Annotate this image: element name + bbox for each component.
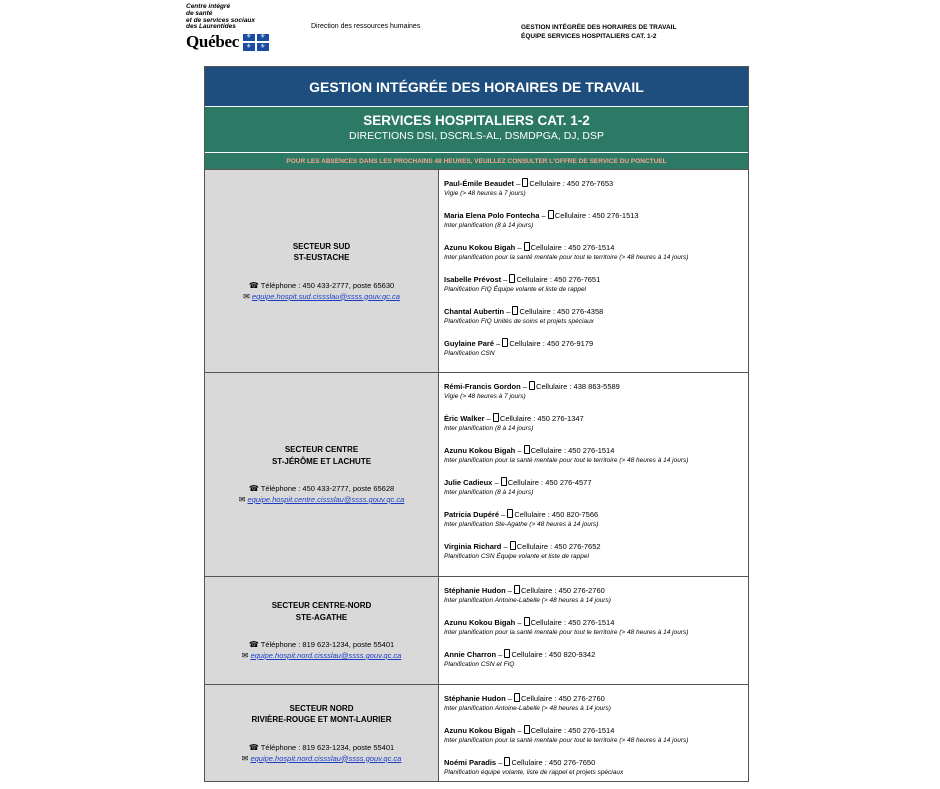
direction-label: Direction des ressources humaines [311, 23, 421, 30]
schedule-table [204, 66, 749, 782]
contact-cell: Cellulaire : 450 276-7652 [516, 542, 601, 551]
contact-name: Virginia Richard [444, 542, 502, 551]
contact-role: Inter planification pour la santé mentale pour tout le territoire (> 48 heures à 14 jours) [444, 457, 689, 464]
contact-item [444, 541, 748, 573]
sector-info [205, 170, 439, 372]
contact-item [444, 509, 748, 541]
sector-email-link[interactable]: equipe.hospit.nord.cissslau@ssss.gouv.qc.ca [250, 753, 402, 763]
contact-name: Azunu Kokou Bigah [444, 618, 516, 627]
contact-cell: Cellulaire : 450 820-9342 [511, 650, 596, 659]
contact-name: Maria Elena Polo Fontecha [444, 211, 540, 220]
contact-line: Rémi-Francis Gordon – Cellulaire : 438 863-5589 [444, 382, 620, 391]
cellphone-icon [507, 509, 513, 518]
banner-notice: POUR LES ABSENCES DANS LES PROCHAINS 48 HEURES, VEUILLEZ CONSULTER L'OFFRE DE SERVICE DU PONCTUEL [205, 153, 748, 169]
contact-name: Patricia Dupéré [444, 510, 500, 519]
contact-line: Azunu Kokou Bigah – Cellulaire : 450 276-1514 [444, 726, 615, 735]
contact-role: Inter planification pour la santé mentale pour tout le territoire (> 48 heures à 14 jours) [444, 737, 689, 744]
header-right-line: ÉQUIPE SERVICES HOSPITALIERS CAT. 1-2 [521, 33, 657, 40]
quebec-flag-icon: ⚜ ⚜ ⚜ ⚜ [243, 34, 269, 51]
contact-role: Inter planification Antoine-Labelle (> 48 heures à 14 jours) [444, 705, 611, 712]
contact-line: Chantal Aubertin – Cellulaire : 450 276-4358 [444, 307, 604, 316]
contact-line: Stéphanie Hudon – Cellulaire : 450 276-2760 [444, 694, 605, 703]
contact-item [444, 274, 748, 306]
sector-row [205, 576, 748, 684]
sector-row [205, 169, 748, 372]
contact-role: Planification FIQ Unités de soins et projets spéciaux [444, 318, 594, 325]
contact-role: Vigie (> 48 heures à 7 jours) [444, 393, 526, 400]
contact-role: Inter planification (8 à 14 jours) [444, 425, 534, 432]
banner-subtitle: SERVICES HOSPITALIERS CAT. 1-2 [363, 113, 590, 128]
contact-cell: Cellulaire : 450 276-1347 [499, 414, 584, 423]
sector-info [205, 373, 439, 576]
sector-contacts [439, 170, 748, 372]
organization-logo [186, 4, 304, 52]
header-right-line: GESTION INTÉGRÉE DES HORAIRES DE TRAVAIL [521, 24, 677, 31]
telephone-icon: ☎ [248, 742, 259, 752]
contact-item [444, 693, 748, 725]
envelope-icon: ✉ [238, 495, 246, 504]
contact-role: Planification équipe volante, liste de rappel et projets spéciaux [444, 769, 624, 776]
envelope-icon: ✉ [241, 753, 249, 763]
telephone-icon: ☎ [248, 640, 259, 649]
contact-item [444, 210, 748, 242]
quebec-text: Québec [186, 32, 239, 52]
sector-email [239, 494, 405, 505]
contact-name: Isabelle Prévost [444, 275, 502, 284]
contact-role: Planification CSN [444, 350, 495, 357]
org-line: Centre intégré [186, 3, 231, 10]
contact-name: Éric Walker [444, 414, 485, 423]
cellphone-icon [548, 210, 554, 219]
contact-cell: Cellulaire : 450 276-1514 [530, 243, 615, 252]
sector-phone [249, 742, 394, 753]
sector-phone-text: Téléphone : 819 623-1234, poste 55401 [260, 742, 395, 752]
sector-name: SECTEUR NORD [289, 703, 354, 713]
sector-name: SECTEUR SUD [292, 241, 351, 251]
contact-line: Paul-Émile Beaudet – Cellulaire : 450 276-7653 [444, 179, 614, 188]
contact-name: Stéphanie Hudon [444, 586, 506, 595]
sector-phone [249, 280, 394, 291]
sector-email [243, 291, 400, 302]
contact-cell: Cellulaire : 450 276-9179 [509, 339, 594, 348]
sector-phone [249, 483, 394, 494]
contact-role: Inter planification pour la santé mentale pour tout le territoire (> 48 heures à 14 jours) [444, 629, 689, 636]
sector-contacts [439, 577, 748, 684]
cellphone-icon [493, 413, 499, 422]
cellphone-icon [514, 693, 520, 702]
contact-cell: Cellulaire : 450 276-1514 [530, 618, 615, 627]
contact-name: Julie Cadieux [444, 478, 493, 487]
sector-email-link[interactable]: equipe.hospit.nord.cissslau@ssss.gouv.qc.ca [250, 651, 402, 660]
telephone-icon: ☎ [248, 280, 259, 290]
contact-item [444, 178, 748, 210]
sector-location: STE-AGATHE [295, 612, 348, 622]
cellphone-icon [524, 725, 530, 734]
contact-item [444, 242, 748, 274]
contact-cell: Cellulaire : 450 276-1514 [530, 446, 615, 455]
contact-line: Virginia Richard – Cellulaire : 450 276-7652 [444, 542, 601, 551]
org-line: de santé [186, 9, 213, 17]
contact-line: Azunu Kokou Bigah – Cellulaire : 450 276-1514 [444, 243, 615, 252]
cellphone-icon [524, 445, 530, 454]
cellphone-icon [504, 757, 510, 766]
contact-cell: Cellulaire : 450 820-7566 [514, 510, 599, 519]
cellphone-icon [524, 242, 530, 251]
contact-name: Stéphanie Hudon [444, 694, 506, 703]
contact-line: Noémi Paradis – Cellulaire : 450 276-7650 [444, 758, 596, 767]
sector-email-link[interactable]: equipe.hospit.centre.cissslau@ssss.gouv.qc.ca [247, 495, 405, 504]
banner-subtitle-block [205, 107, 748, 153]
sector-phone-text: Téléphone : 450 433-2777, poste 65630 [260, 280, 395, 290]
sector-phone-text: Téléphone : 819 623-1234, poste 55401 [260, 640, 395, 649]
contact-role: Inter planification (8 à 14 jours) [444, 489, 534, 496]
contact-name: Guylaine Paré [444, 339, 495, 348]
contact-cell: Cellulaire : 438 863-5589 [536, 382, 620, 391]
contact-role: Inter planification pour la santé mentale pour tout le territoire (> 48 heures à 14 jours) [444, 254, 689, 261]
sector-email [242, 650, 402, 661]
header-right-title [521, 23, 676, 41]
contact-item [444, 306, 748, 338]
contact-line: Annie Charron – Cellulaire : 450 820-9342 [444, 650, 596, 659]
cellphone-icon [504, 649, 510, 658]
contact-line: Éric Walker – Cellulaire : 450 276-1347 [444, 414, 584, 423]
cellphone-icon [522, 178, 528, 187]
sector-contacts [439, 685, 748, 781]
sector-name: SECTEUR CENTRE [284, 445, 359, 454]
sector-location: ST-EUSTACHE [293, 253, 350, 262]
sector-contacts [439, 373, 748, 576]
contact-role: Inter planification Ste-Agathe (> 48 heures à 14 jours) [444, 521, 599, 528]
contact-name: Azunu Kokou Bigah [444, 446, 516, 455]
contact-name: Annie Charron [444, 650, 497, 659]
cellphone-icon [524, 617, 530, 626]
telephone-icon: ☎ [248, 484, 259, 493]
contact-cell: Cellulaire : 450 276-1513 [554, 211, 639, 220]
contact-line: Isabelle Prévost – Cellulaire : 450 276-7651 [444, 275, 601, 284]
contact-cell: Cellulaire : 450 276-7651 [516, 275, 601, 284]
contact-line: Stéphanie Hudon – Cellulaire : 450 276-2760 [444, 586, 605, 595]
sector-row [205, 372, 748, 576]
contact-role: Planification FIQ Équipe volante et liste de rappel [444, 286, 587, 293]
contact-item [444, 338, 748, 370]
contact-item [444, 413, 748, 445]
sector-phone-text: Téléphone : 450 433-2777, poste 65628 [260, 484, 395, 493]
contact-role: Planification CSN Équipe volante et liste de rappel [444, 553, 589, 560]
contact-role: Inter planification (8 à 14 jours) [444, 222, 534, 229]
org-line: et de services sociaux [186, 16, 256, 24]
contact-item [444, 725, 748, 757]
contact-role: Vigie (> 48 heures à 7 jours) [444, 190, 526, 197]
contact-cell: Cellulaire : 450 276-7650 [511, 758, 596, 767]
cellphone-icon [502, 338, 508, 347]
sector-row [205, 684, 748, 781]
contact-line: Patricia Dupéré – Cellulaire : 450 820-7566 [444, 510, 599, 519]
sector-phone [249, 639, 394, 650]
contact-line: Azunu Kokou Bigah – Cellulaire : 450 276-1514 [444, 446, 615, 455]
contact-name: Rémi-Francis Gordon [444, 382, 521, 391]
contact-name: Azunu Kokou Bigah [444, 243, 516, 252]
contact-line: Guylaine Paré – Cellulaire : 450 276-9179 [444, 339, 594, 348]
sector-list [205, 169, 748, 781]
contact-role: Planification CSN et FIQ [444, 661, 515, 668]
envelope-icon: ✉ [241, 651, 249, 660]
contact-cell: Cellulaire : 450 276-7653 [529, 179, 614, 188]
contact-item [444, 381, 748, 413]
contact-name: Paul-Émile Beaudet [444, 179, 515, 188]
sector-info [205, 685, 439, 781]
sector-info [205, 577, 439, 684]
contact-cell: Cellulaire : 450 276-4577 [507, 478, 592, 487]
sector-email-link[interactable]: equipe.hospit.sud.cissslau@ssss.gouv.qc.ca [251, 291, 400, 301]
cellphone-icon [510, 541, 516, 550]
org-line: des Laurentides [186, 23, 236, 31]
contact-item [444, 649, 748, 681]
contact-name: Azunu Kokou Bigah [444, 726, 516, 735]
contact-item [444, 477, 748, 509]
contact-name: Noémi Paradis [444, 758, 497, 767]
contact-item [444, 617, 748, 649]
contact-item [444, 757, 748, 789]
contact-line: Julie Cadieux – Cellulaire : 450 276-4577 [444, 478, 592, 487]
contact-cell: Cellulaire : 450 276-1514 [530, 726, 615, 735]
cellphone-icon [512, 306, 518, 315]
contact-name: Chantal Aubertin [444, 307, 505, 316]
banner-title: GESTION INTÉGRÉE DES HORAIRES DE TRAVAIL [205, 67, 748, 107]
quebec-wordmark [186, 32, 304, 52]
contact-cell: Cellulaire : 450 276-2760 [521, 694, 605, 703]
sector-location: RIVIÈRE-ROUGE ET MONT-LAURIER [251, 715, 392, 724]
organization-name [186, 4, 304, 31]
sector-location: ST-JÉRÔME ET LACHUTE [271, 456, 372, 466]
banner-directions: DIRECTIONS DSI, DSCRLS-AL, DSMDPGA, DJ, DSP [349, 130, 604, 142]
contact-role: Inter planification Antoine-Labelle (> 48 heures à 14 jours) [444, 597, 611, 604]
contact-line: Azunu Kokou Bigah – Cellulaire : 450 276-1514 [444, 618, 615, 627]
contact-item [444, 585, 748, 617]
contact-cell: Cellulaire : 450 276-2760 [521, 586, 605, 595]
envelope-icon: ✉ [243, 291, 250, 301]
cellphone-icon [514, 585, 520, 594]
sector-email [242, 753, 402, 764]
sector-name: SECTEUR CENTRE-NORD [271, 601, 372, 610]
cellphone-icon [509, 274, 515, 283]
cellphone-icon [529, 381, 535, 390]
contact-line: Maria Elena Polo Fontecha – Cellulaire : 450 276-1513 [444, 211, 639, 220]
contact-cell: Cellulaire : 450 276-4358 [519, 307, 604, 316]
contact-item [444, 445, 748, 477]
cellphone-icon [501, 477, 507, 486]
